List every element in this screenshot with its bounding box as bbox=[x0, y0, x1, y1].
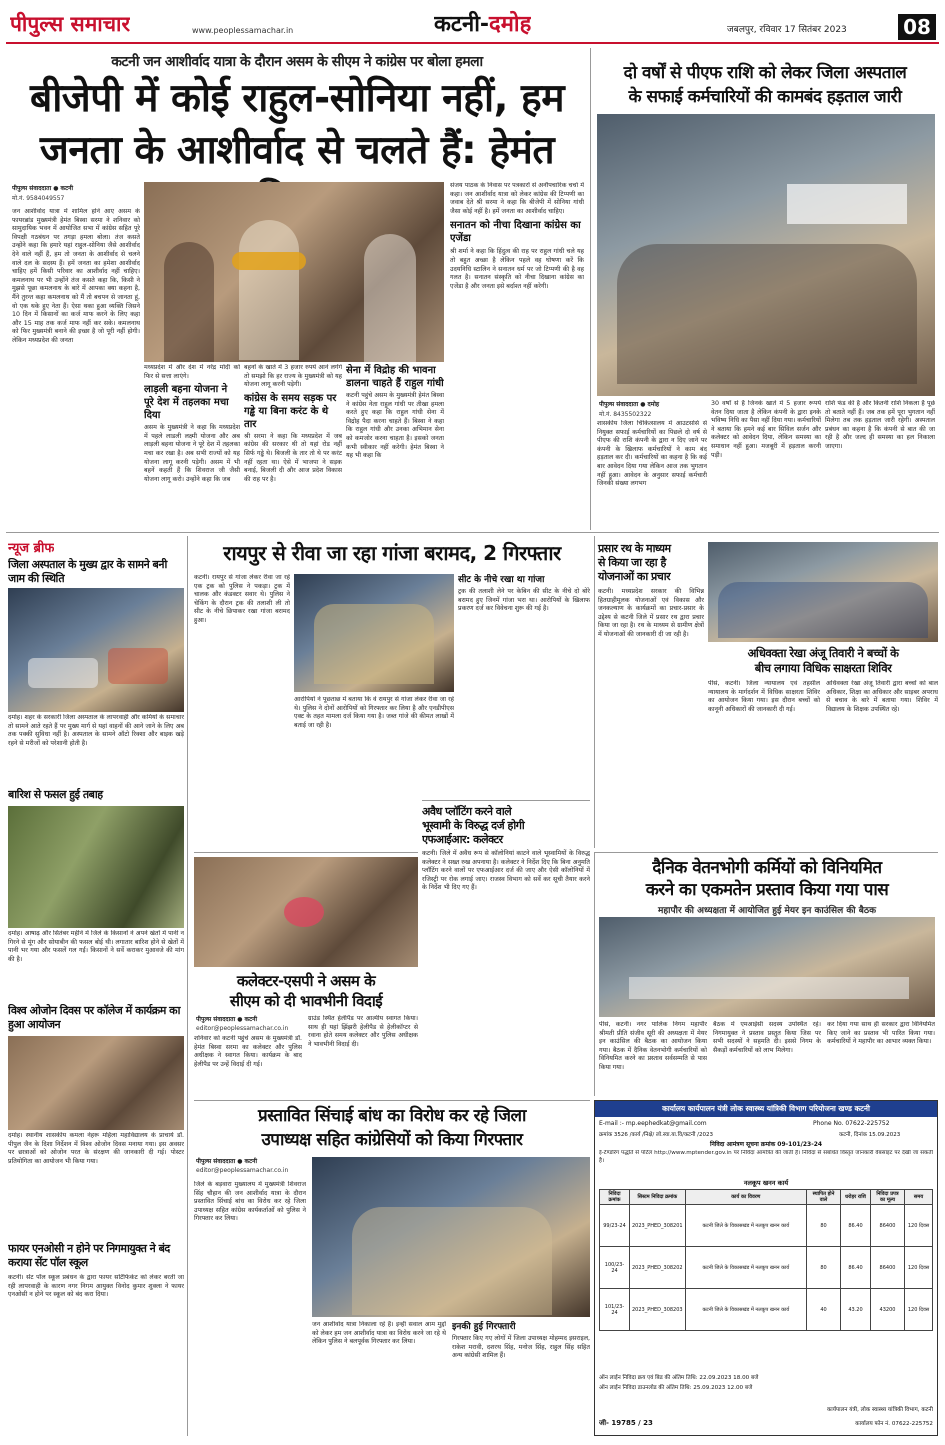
dam-col-2: जन आशीर्वाद यात्रा निकाला रहे हैं। इन्हीं सवाल आम मुद्दों को लेकर हम जन आशीर्वाद यात्रा का विरोध करने जा रहे थे लेकिन पुलिस ने बलपूर्वक गिरफ्तार कर लिया। bbox=[312, 1321, 446, 1346]
strike-caption: पीपुल्स संवाददाता ● दमोह bbox=[599, 401, 660, 408]
prachar-text: कटनी। मध्यप्रदेश सरकार की विभिन्न हितग्राहीमूलक योजनाओं एवं विकास और जनकल्याण के कार्यक्रमों का प्रचार-प्रसार के उद्देश्य से कटनी जिले में प्रसार रथ द्वारा प्रचार किया जा रहा है। रथ के माध्यम से ग्रामीण क्षेत्रों में योजनाओं की जानकारी दी जा रही है। bbox=[598, 588, 704, 638]
legal-col-1: पीसं, कटनी। जिला न्यायालय एवं तहसील न्यायालय के मार्गदर्शन में विधिक साक्षरता शिविर का आयोजन किया गया। इस दौरान बच्चों को कानूनी अधिकारों की जानकारी दी गई। bbox=[708, 680, 820, 713]
lead-story bbox=[8, 48, 586, 530]
tender-cell: 43200 bbox=[871, 1289, 905, 1331]
table-row bbox=[600, 1205, 933, 1247]
strike-col-1: शासकीय जिला चिकित्सालय में आउटसोर्स से नियुक्त सफाई कर्मचारियों का पिछले दो वर्ष से पीएफ की राशि कंपनी के द्वारा न दिए जाने पर कंपनी के खिलाफ कर्मचारियों ने काम बंद हड़ताल कर दी। कर्मचारियों का कहना है कि कई बार आवेदन दिया गया लेकिन आज तक भुगतान नहीं हुआ। आवेदन के अनुसार सफाई कर्मचारी जिनकी संख्या लगभग bbox=[597, 420, 707, 488]
prachar-headline-1: प्रसार रथ के माध्यम bbox=[598, 542, 671, 555]
section-damoh: दमोह bbox=[489, 12, 532, 37]
tender-email[interactable]: E-mail :- mp.eephedkat@gmail.com bbox=[599, 1120, 707, 1127]
tender-cell: 43.20 bbox=[841, 1289, 871, 1331]
tender-col-header: सिस्टम निविदा क्रमांक bbox=[630, 1190, 686, 1205]
lead-col5-text: श्री शर्मा ने कहा कि हिंदुत्व की राह पर राहुल गांधी चले यह तो बहुत अच्छा है लेकिन पहले वह घोषणा करें कि उदयनिधि स्टालिन ने सनातन धर्म पर जो टिप्पणी की है वह गलत है। सनातन संस्कृति को नीचा दिखाना कांग्रेस का एजेंडा है और जनता इसे बर्दाश्त नहीं करेगी। bbox=[450, 248, 584, 290]
photo-police-icon bbox=[314, 604, 434, 684]
strike-phone: मो.नं. 8435502322 bbox=[599, 411, 652, 418]
strike-story bbox=[590, 48, 938, 530]
section-katni: कटनी- bbox=[434, 12, 490, 37]
regular-col-1: पीसं, कटनी। नगर पालिक निगम महापौर श्रीमती प्रीति संजीव सूरी की अध्यक्षता में मेयर इन काउंसिल की बैठक का आयोजन किया गया। बैठक में दैनिक वेतनभोगी कर्मचारियों को विनियमित करने का प्रस्ताव सर्वसम्मति से पास किया गया। bbox=[599, 1021, 707, 1071]
dam-headline-2: उपाध्यक्ष सहित कांग्रेसियों को किया गिरफ्तार bbox=[261, 1130, 523, 1150]
farewell-email[interactable]: editor@peoplessamachar.co.in bbox=[196, 1025, 289, 1032]
lead-photo bbox=[144, 182, 444, 362]
lead-sub-4: सनातन को नीचा दिखाना कांग्रेस का एजेंडा bbox=[450, 220, 581, 245]
illegal-headline-2: भूस्वामी के विरुद्ध दर्ज होगी bbox=[422, 819, 525, 832]
masthead-logo: पीपुल्स समाचार bbox=[10, 11, 131, 36]
tender-notice-no: निविदा आमंत्रण सूचना क्रमांक 09-101/23-24 bbox=[709, 1141, 823, 1148]
tender-cell: 99/23-24 bbox=[600, 1205, 630, 1247]
legal-headline-2: बीच लगाया विधिक साक्षरता शिविर bbox=[754, 661, 892, 675]
tender-notice bbox=[594, 1100, 938, 1436]
strike-headline-1: दो वर्षों से पीएफ राशि को लेकर जिला अस्पताल bbox=[623, 63, 907, 83]
farewell-byline: पीपुल्स संवाददाता ● कटनी bbox=[196, 1016, 258, 1023]
dam-sub: इनकी हुई गिरफ्तारी bbox=[452, 1322, 516, 1332]
tender-col-header: कार्य का विवरण bbox=[685, 1190, 806, 1205]
illegal-plotting-story bbox=[422, 800, 590, 1096]
tender-col-header: निविदा क्रमांक bbox=[600, 1190, 630, 1205]
tender-cell: 120 दिवस bbox=[905, 1289, 933, 1331]
lead-col-4 bbox=[346, 364, 444, 530]
strike-col-2: 30 वर्षों से है जिनके खाते में 5 हजार रूपये वेतन दिया जाता है लेकिन कंपनी के द्वारा इनके भविष्य निधि का पैसा नहीं दिया गया। कर्मचारियों ने बताया कि हमने कई बार सिविल सर्जन और कलेक्टर को आवेदन दिया, लेकिन समस्या का समाधान नहीं हुआ। मजबूरी में हड़ताल करनी पड़ी। bbox=[711, 400, 821, 459]
lead-byline: पीपुल्स संवाददाता ● कटनी bbox=[12, 185, 74, 192]
regular-subhead: महापौर की अध्यक्षता में आयोजित हुई मेयर इन काउंसिल की बैठक bbox=[658, 906, 876, 916]
legal-story bbox=[708, 536, 938, 848]
tender-col-header: धरोहर राशि bbox=[841, 1190, 871, 1205]
lead-sub-2: कांग्रेस के समय सड़क पर गड्ढे या बिना करंट के थे तार bbox=[244, 392, 337, 430]
photo-police-icon bbox=[352, 1207, 552, 1315]
tender-phone: Phone No. 07622-225752 bbox=[813, 1120, 890, 1127]
lead-sub-1: लाड़ली बहना योजना ने पूरे देश में तहलका मचा दिया bbox=[144, 384, 229, 422]
dateline: जबलपुर, रविवार 17 सितंबर 2023 bbox=[727, 25, 847, 35]
lead-headline-2: जनता के आशीर्वाद से चलते हैं: हेमंत bbox=[39, 128, 555, 173]
ganja-sub: सीट के नीचे रखा था गांजा bbox=[458, 575, 545, 585]
photo-figure-icon bbox=[239, 220, 299, 360]
photo-table-icon bbox=[629, 977, 909, 999]
photo-bouquet-icon bbox=[284, 897, 324, 927]
tender-cell: 120 दिवस bbox=[905, 1205, 933, 1247]
tender-cell: 120 दिवस bbox=[905, 1247, 933, 1289]
dam-story bbox=[194, 1100, 590, 1436]
brief-headline-3: विश्व ओजोन दिवस पर कॉलेज में कार्यक्रम का हुआ आयोजन bbox=[8, 1004, 180, 1031]
tender-deadline-2: ऑन लाईन निविदा डाउनलोड की अंतिम तिथि: 25.09.2023 12.00 बजे bbox=[599, 1385, 753, 1391]
lead-col2-text: मध्यप्रदेश में और देश में नरेंद्र मोदी को फिर से सत्ता लाएंगे। bbox=[144, 364, 240, 380]
tender-code: जी- 19785 / 23 bbox=[599, 1419, 653, 1427]
tender-cell: 40 bbox=[807, 1289, 841, 1331]
page-number: 08 bbox=[898, 14, 936, 40]
tender-office-phone: कार्यालय फोन नं. 07622-225752 bbox=[855, 1421, 933, 1427]
lead-col-3 bbox=[244, 364, 342, 530]
lead-col-1: जन आशीर्वाद यात्रा में शामिल होने आए असम के फायरब्रांड मुख्यमंत्री हेमंत बिस्वा सरमा ने शनिवार को सामुदायिक भवन में आयोजित सभा में कांग्रेस सहित पूरे विपक्षी गठबंधन पर तगड़ा हमला बोला। तंज कसते उन्होंने कहा कि हमारे यहां राहुल-सोनिया जैसे आशीर्वाद देने वाले नहीं हैं, हम तो जनता के आशीर्वाद से चलने वाले दल के सदस्य हैं। हमें जनता का हमेशा आशीर्वाद चाहिए हमें किसी परिवार का आशीर्वाद नहीं चाहिए। कमलनाथ पर भी उन्होंने तंज कसते कहा कि, किसी ने मुझसे पूछा कमलनाथ के बारे में आपका क्या कहना है, मैंने तुरन्त कहा कमलनाथ को मैं तो बचपन से जानता हूं, वो एक थके हुए नेता हैं। ऐसा थका हुआ व्यक्ति जिसने 10 दिन में किसानों का कर्ज माफ करने के लिए कहा और 15 माह तक कर्ज माफ नहीं कर सके। कमलनाथ को फिर मुख्यमंत्री बनाने की इच्छा है जो पूरी नहीं होगी। लेकिन मध्यप्रदेश की जनता bbox=[12, 208, 140, 344]
strike-headline-2: के सफाई कर्मचारियों की कामबंद हड़ताल जारी bbox=[628, 87, 902, 107]
farewell-headline-2: सीएम को दी भावभीनी विदाई bbox=[229, 992, 383, 1010]
regular-photo bbox=[599, 917, 935, 1017]
photo-vehicle-icon bbox=[28, 658, 98, 688]
tender-cell: 86400 bbox=[871, 1247, 905, 1289]
brief-text-2: दमोह। आषाढ़ और सितंबर महीने में जिले के किसानों ने अपने खेतों में पानी न गिरने से मूंग और सोयाबीन की फसल बोई थी। लगातार बारिश होने से खेतों में पानी भर गया और फसलें गल गईं। किसानों ने सर्वे कराकर मुआवजे की मांग की है। bbox=[8, 930, 184, 963]
dam-col3-text: गिरफ्तार किए गए लोगों में जिला उपाध्यक्ष मोहम्मद इसराइल, राकेश मरावी, दशरथ सिंह, मनोज सिंह, राहुल सिंह सहित अन्य कांग्रेसी शामिल हैं। bbox=[452, 1335, 590, 1360]
illegal-headline-3: एफआईआर: कलेक्टर bbox=[422, 833, 503, 846]
prachar-headline-2: से किया जा रहा है bbox=[598, 556, 666, 569]
ganja-photo bbox=[294, 574, 454, 692]
brief-text-3: दमोह। स्थानीय शासकीय कमला नेहरू महिला महाविद्यालय के प्राचार्य डॉ. पीपुल जैन के दिशा निर्देशन में विश्व ओजोन दिवस मनाया गया। इस अवसर पर छात्राओं को ओजोन परत के संरक्षण की जानकारी दी गई। पोस्टर प्रतियोगिता का आयोजन भी किया गया। bbox=[8, 1132, 184, 1165]
regular-headline-2: करने का एकमतेन प्रस्ताव किया गया पास bbox=[645, 880, 889, 900]
photo-crowd-icon bbox=[617, 244, 917, 384]
tender-cell: 2023_PHED_308202 bbox=[630, 1247, 686, 1289]
dam-col-1: जिले के बड़वारा मुख्यालय में मुख्यमंत्री शिवराज सिंह चौहान की जन आशीर्वाद यात्रा के दौरान प्रस्तावित सिंचाई बांध का विरोध कर रहे जिला उपाध्यक्ष सहित कांग्रेस कार्यकर्ताओं को पुलिस ने गिरफ्तार कर लिया। bbox=[194, 1181, 306, 1223]
tender-cell: 2023_PHED_308203 bbox=[630, 1289, 686, 1331]
brief-photo-3 bbox=[8, 1036, 184, 1130]
prachar-story bbox=[594, 536, 704, 848]
section-divider bbox=[6, 532, 939, 533]
farewell-col-2: ग्राउंड स्थित हेलीपैड पर आत्मीय स्वागत किया। साथ ही यहां झिंझरी हेलीपैड से हेलीकॉप्टर से रवाना होते समय कलेक्टर और पुलिस अधीक्षक ने भावभीनी विदाई दी। bbox=[308, 1015, 418, 1048]
brief-headline-1: जिला अस्पताल के मुख्य द्वार के सामने बनी जाम की स्थिति bbox=[8, 558, 167, 585]
lead-col3-text: श्री सरमा ने कहा कि मध्यप्रदेश में जब कांग्रेस की सरकार थी तो यहां रोड नहीं सिर्फ गड्ढे थे। बिजली के तार तो थे पर करंट नहीं रहता था। ऐसे में भाजपा ने सड़क बनाई, बिजली दी और आज प्रदेश विकास की राह पर है। bbox=[244, 432, 342, 483]
tender-cell: 80 bbox=[807, 1247, 841, 1289]
illegal-text: कटनी। जिले में अवैध रूप से कॉलोनियां काटने वाले भूस्वामियों के विरुद्ध कलेक्टर ने सख्त रुख अपनाया है। कलेक्टर ने निर्देश दिए कि बिना अनुमति प्लॉटिंग करने वालों पर एफआईआर दर्ज की जाए और ऐसी कॉलोनियों में रजिस्ट्री पर रोक लगाई जाए। राजस्व विभाग को सर्वे कर सूची तैयार करने के निर्देश भी दिए गए हैं। bbox=[422, 850, 590, 892]
masthead bbox=[0, 0, 945, 44]
tender-header-row bbox=[600, 1190, 933, 1205]
regular-col-3: कर दिया गया साथ ही सरकार द्वारा विनियमित किए जाने का प्रस्ताव भी पारित किया गया। कर्मचारियों ने महापौर का आभार व्यक्त किया। bbox=[827, 1021, 935, 1046]
news-brief bbox=[8, 536, 188, 1436]
tender-ref: क्रमांक 3526 /कार्य /निक्षे/ लो.स्वा.या.वि/कटनी /2023 bbox=[599, 1132, 714, 1138]
farewell-headline-1: कलेक्टर-एसपी ने असम के bbox=[236, 972, 376, 990]
legal-col-2: अधिवक्ता रेखा अंजू तिवारी द्वारा बच्चों को बाल अधिकार, शिक्षा का अधिकार और साइबर अपराध से बचाव के बारे में बताया गया। शिविर में विद्यालय के शिक्षक उपस्थित रहे। bbox=[826, 680, 938, 713]
brief-photo-1 bbox=[8, 588, 184, 712]
dam-byline: पीपुल्स संवाददाता ● कटनी bbox=[196, 1158, 258, 1165]
photo-banner-icon bbox=[787, 184, 907, 224]
dam-headline-1: प्रस्तावित सिंचाई बांध का विरोध कर रहे जिला bbox=[258, 1106, 526, 1126]
lead-headline-1: बीजेपी में कोई राहुल-सोनिया नहीं, हम bbox=[29, 76, 565, 121]
legal-photo bbox=[708, 542, 938, 642]
legal-headline-1: अधिवक्ता रेखा अंजू तिवारी ने बच्चों के bbox=[747, 646, 899, 660]
brief-headline-4: फायर एनओसी न होने पर निगमायुक्त ने बंद कराया सेंट पॉल स्कूल bbox=[8, 1242, 170, 1269]
table-row bbox=[600, 1289, 933, 1331]
ganja-col3-text: ट्रक की तलाशी लेने पर केबिन की सीट के नीचे दो बोरे बरामद हुए जिनमें गांजा भरा था। आरोपियों के खिलाफ प्रकरण दर्ज कर विवेचना शुरू की गई है। bbox=[458, 588, 590, 613]
masthead-rule bbox=[6, 42, 939, 44]
lead-kicker: कटनी जन आशीर्वाद यात्रा के दौरान असम के सीएम ने कांग्रेस पर बोला हमला bbox=[111, 54, 483, 70]
tender-cell: कटनी जिले के विकासखंड में नलकूप खनन कार्य bbox=[685, 1247, 806, 1289]
table-row bbox=[600, 1247, 933, 1289]
lead-col-2 bbox=[144, 364, 240, 530]
regularisation-story bbox=[594, 852, 938, 1096]
lead-phone: मो.नं. 9584049557 bbox=[12, 195, 65, 202]
photo-figure-icon bbox=[364, 234, 416, 362]
ganja-headline: रायपुर से रीवा जा रहा गांजा बरामद, 2 गिरफ्तार bbox=[223, 541, 561, 565]
tender-table bbox=[599, 1189, 933, 1331]
dam-email[interactable]: editor@peoplessamachar.co.in bbox=[196, 1167, 289, 1174]
photo-figure-icon bbox=[164, 242, 214, 362]
farewell-col-1: शनिवार को कटनी पहुंचे असम के मुख्यमंत्री डॉ. हेमंत बिस्वा सरमा का कलेक्टर और पुलिस अधीक्षक ने स्वागत किया। कार्यक्रम के बाद हेलीपैड पर उन्हें विदाई दी गई। bbox=[194, 1035, 302, 1068]
brief-text-4: कटनी। सेंट पॉल स्कूल प्रबंधन के द्वारा फायर सर्टिफिकेट को लेकर बरती जा रही लापरवाही के कारण नगर निगम आयुक्त विनोद कुमार शुक्ला ने फायर एनओसी न होने पर स्कूल को बंद करा दिया। bbox=[8, 1274, 184, 1299]
lead-col3-text: बहनों के खाते में 3 हजार रुपये आने लगेंगे तो समझो कि हर राज्य के मुख्यमंत्री को यह योजना लागू करनी पड़ेगी। bbox=[244, 364, 342, 389]
brief-headline-2: बारिश से फसल हुई तबाह bbox=[8, 788, 103, 801]
tender-cell: 2023_PHED_308201 bbox=[630, 1205, 686, 1247]
tender-table-wrap bbox=[599, 1189, 933, 1369]
farewell-story bbox=[194, 852, 418, 1096]
masthead-url[interactable]: www.peoplessamachar.in bbox=[192, 26, 294, 35]
farewell-photo bbox=[194, 857, 418, 967]
photo-garland-icon bbox=[232, 252, 306, 270]
tender-signatory: कार्यपालन यंत्री, लोक स्वास्थ्य यांत्रिकी विभाग, कटनी bbox=[827, 1407, 933, 1413]
brief-photo-2 bbox=[8, 806, 184, 928]
tender-cell: 86.40 bbox=[841, 1247, 871, 1289]
tender-title: कार्यालय कार्यपालन यंत्री लोक स्वास्थ्य यांत्रिकी विभाग परियोजना खण्ड कटनी bbox=[595, 1101, 937, 1117]
strike-photo bbox=[597, 114, 935, 396]
ganja-col-1: कटनी। रायपुर से गांजा लेकर रीवा जा रहे एक ट्रक को पुलिस ने पकड़ा। ट्रक में चालक और कंडक्टर सवार थे। पुलिस ने चेकिंग के दौरान ट्रक की तलाशी ली तो सीट के नीचे छिपाकर रखा गांजा बरामद हुआ। bbox=[194, 574, 290, 624]
tender-deadline-1: ऑन लाईन निविदा क्रय एवं बिड की अंतिम तिथि: 22.09.2023 18.00 बजे bbox=[599, 1375, 759, 1381]
tender-col-header: समय bbox=[905, 1190, 933, 1205]
tender-col-header: स्थापित होने वाले bbox=[807, 1190, 841, 1205]
brief-label: न्यूज ब्रीफ bbox=[8, 541, 55, 556]
tender-date: कटनी, दिनांक 15.09.2023 bbox=[839, 1132, 901, 1138]
dam-photo bbox=[312, 1157, 590, 1317]
tender-cell: 100/23-24 bbox=[600, 1247, 630, 1289]
dam-col-3 bbox=[452, 1321, 590, 1435]
photo-vehicle-icon bbox=[108, 648, 168, 684]
regular-headline-1: दैनिक वेतनभोगी कर्मियों को विनियमित bbox=[652, 858, 882, 878]
tender-cell: कटनी जिले के विकासखंड में नलकूप खनन कार्य bbox=[685, 1289, 806, 1331]
illegal-headline-1: अवैध प्लॉटिंग करने वाले bbox=[422, 805, 512, 818]
tender-cell: 101/23-24 bbox=[600, 1289, 630, 1331]
tender-cell: कटनी जिले के विकासखंड में नलकूप खनन कार्य bbox=[685, 1205, 806, 1247]
tender-cell: 80 bbox=[807, 1205, 841, 1247]
tender-col-header: निविदा प्रपत्र का मूल्य bbox=[871, 1190, 905, 1205]
prachar-headline-3: योजनाओं का प्रचार bbox=[598, 570, 671, 583]
regular-col-2: बैठक में एमआईसी सदस्य उपस्थित रहे। निगमायुक्त ने प्रस्ताव प्रस्तुत किया जिस पर सभी सदस्यों ने सहमति दी। इससे निगम के सैकड़ों कर्मचारियों को लाभ मिलेगा। bbox=[713, 1021, 821, 1054]
ganja-col-2: आरोपियों ने पूछताछ में बताया कि वे रायपुर से गांजा लेकर रीवा जा रहे थे। पुलिस ने दोनों आरोपियों को गिरफ्तार कर लिया है और एनडीपीएस एक्ट के तहत मामला दर्ज किया गया है। जब्त गांजे की कीमत लाखों में बताई जा रही है। bbox=[294, 696, 454, 729]
tender-cell: 86.40 bbox=[841, 1205, 871, 1247]
strike-col-3: राशि फंड की है और कितनी राशि निकला है पूछे तो बताते नहीं हैं। जब तक हमें पूरा भुगतान नहीं मिलेगा तब तक हड़ताल जारी रहेगी। अस्पताल प्रबंधन का कहना है कि कंपनी से बात की जा रही है और जल्द ही समस्या का हल निकाला जाएगा। bbox=[825, 400, 935, 450]
lead-sub-3: सेना में विद्रोह की भावना डालना चाहते हैं राहुल गांधी bbox=[346, 365, 444, 389]
brief-text-1: दमोह। शहर के सरकारी जिला अस्पताल के लापरवाही और कमियों के समाचार तो सामने आते रहते हैं पर मुख्य मार्ग से यहां वाहनों की आने जाने के लिए अब तक पक्की सुविधा नहीं है। अस्पताल के सामने ऑटो रिक्शा और बाइक खड़े रहने से मरीजों को परेशानी होती है। bbox=[8, 714, 184, 747]
tender-cell: 86400 bbox=[871, 1205, 905, 1247]
lead-col4-text: कटनी पहुंचे असम के मुख्यमंत्री हेमंत बिस्वा ने कांग्रेस नेता राहुल गांधी पर तीखा हमला करते हुए कहा कि राहुल गांधी सेना में विद्रोह पैदा करना चाहते हैं। बिस्वा ने कहा कि राहुल गांधी और उनका अभिमान सेना को कमजोर करना चाहता है। इसको जनता कभी स्वीकार नहीं करेगी। हेमंत बिस्वा ने यह भी कहा कि bbox=[346, 392, 444, 460]
tender-subhead: नलकूप खनन कार्य bbox=[743, 1179, 789, 1187]
lead-col2-text: असम के मुख्यमंत्री ने कहा कि मध्यप्रदेश में पहले लाडली लक्ष्मी योजना और अब लाड़ली बहना योजना ने पूरे देश में तहलका मचा कर रखा है। अब सभी राज्यों को यह योजना लागू करनी पड़ेगी। असम में भी बहनें कहती हैं कि शिवराज जी जैसी योजना लागू करो। उन्होंने कहा कि जब bbox=[144, 424, 240, 483]
section-title bbox=[434, 8, 531, 38]
lead-col-5 bbox=[450, 182, 584, 530]
photo-children-icon bbox=[718, 582, 928, 638]
lead-col5-text: संजय पाठक के निवास पर पत्रकारों से अनौपचारिक चर्चा में कहा। जन आशीर्वाद यात्रा को लेकर कांग्रेस की टिप्पणी का जवाब देते श्री सरमा ने कहा कि बीजेपी में सोनिया गांधी जैसा कोई नहीं है। हमें जनता का आशीर्वाद चाहिए। bbox=[450, 182, 584, 215]
tender-body: ई-टेण्डरिंग पद्धति से पोर्टल http://www.mptender.gov.in पर निविदा आमंत्रित की जाती है। निविदा से संबंधित विस्तृत जानकारी वेबसाइट पर देखी जा सकती है। bbox=[599, 1150, 933, 1164]
